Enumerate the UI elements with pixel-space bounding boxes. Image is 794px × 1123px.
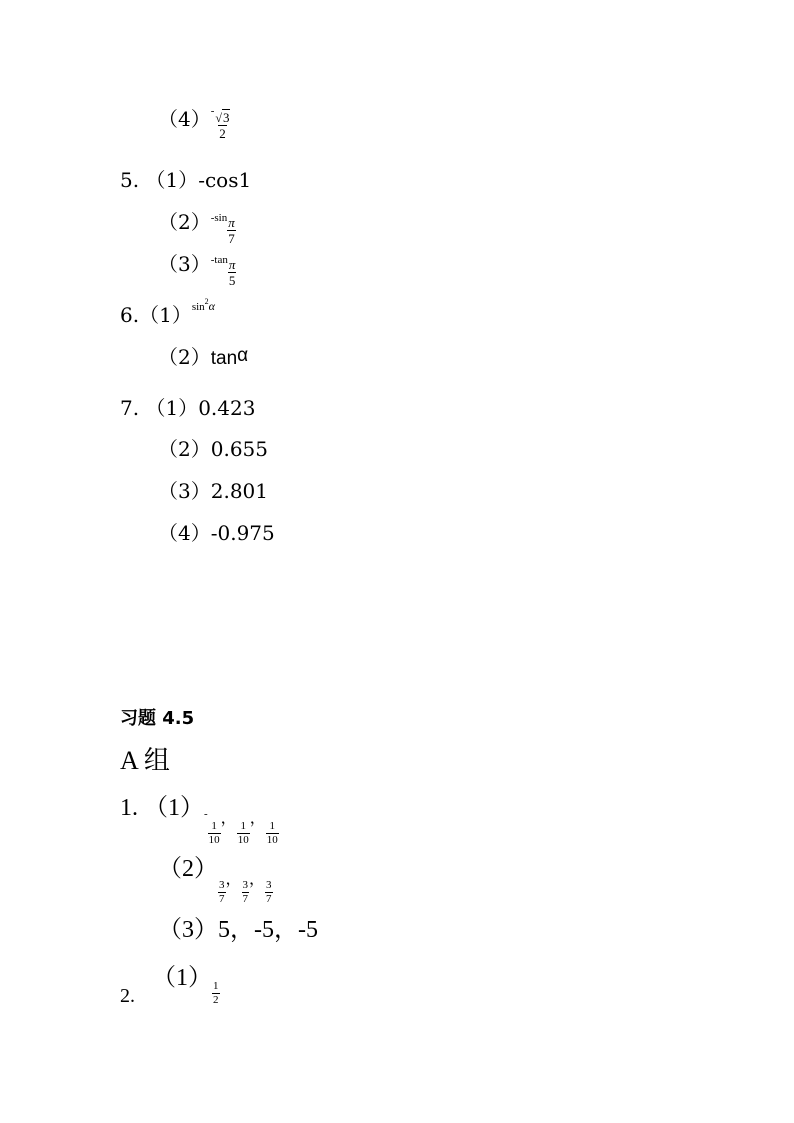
item-7-1: [120, 398, 255, 418]
part-label: （2）: [158, 856, 218, 882]
answer-value: 2.801: [210, 479, 268, 503]
part-label: （3）: [158, 479, 211, 503]
item-number: 1.: [120, 795, 138, 821]
item-7-4: [158, 523, 275, 543]
answer-value: -0.975: [210, 521, 275, 545]
q2-number: 2.: [120, 985, 135, 1007]
item-7-3: [158, 481, 268, 501]
item-4-4: [158, 106, 231, 140]
part-label: （2）: [158, 210, 211, 234]
item-number: 5.: [120, 168, 140, 192]
part-label: （3）: [158, 252, 211, 276]
fraction-3-7: $\frac{3}{7}$: [242, 879, 249, 905]
part-label: （1）: [152, 965, 212, 991]
section-title: 习题 4.5: [120, 708, 195, 729]
fraction-sqrt3-over-2: $\frac{√3}{2}$: [215, 110, 230, 141]
part-label: （3）: [158, 917, 218, 943]
part-label: （2）: [158, 437, 211, 461]
item-number: 6.: [120, 303, 140, 327]
answer-value: 0.423: [198, 396, 256, 420]
part-label: （1）: [145, 396, 199, 420]
fraction-1-10: $\frac{1}{10}$: [237, 820, 249, 846]
minus-sign: -: [204, 808, 208, 820]
item-5-3: [158, 254, 236, 287]
group-title: A 组: [120, 746, 170, 775]
q1-3: [158, 918, 318, 942]
part-label: （1）: [145, 168, 199, 192]
item-number: 7.: [120, 396, 140, 420]
q1-2: （2） $\frac{3}{7}$ $_,$ $\frac{3}{7}$ $_,$ $\frac{3}{7}$: [158, 856, 272, 905]
fraction-pi-over-5: $\frac{\pi}{5}$: [228, 257, 236, 288]
fraction-3-7: $\frac{3}{7}$: [266, 879, 272, 905]
part-label: （4）: [158, 521, 211, 545]
func-label: -sin: [210, 212, 228, 224]
answer-value: 0.655: [210, 437, 268, 461]
tan-alpha: tanα: [210, 345, 249, 369]
fraction-3-7: $\frac{3}{7}$: [219, 879, 225, 905]
q2-1: [152, 966, 220, 1006]
q1-1: 1. （1）- $\frac{1}{10}$ $_,$ $\frac{1}{10}$ $_,$ $\frac{1}{10}$: [120, 795, 278, 846]
fraction-1-10: $\frac{1}{10}$: [266, 820, 278, 846]
item-5-2: [158, 212, 236, 245]
answer-value: -cos1: [198, 168, 252, 192]
item-6-1: [120, 298, 215, 325]
func-label: -tan: [210, 254, 228, 266]
sin-squared-alpha: sin2α: [191, 297, 215, 313]
part-label: （1）: [139, 303, 192, 327]
item-7-2: [158, 439, 268, 459]
part-label: （2）: [158, 345, 211, 369]
fraction-1-10: $\frac{1}{10}$: [208, 820, 220, 846]
fraction-pi-over-7: $\frac{\pi}{7}$: [228, 215, 235, 246]
part-label: （4）: [158, 107, 211, 131]
item-6-2: [158, 346, 248, 368]
part-label: （1）: [144, 795, 204, 821]
answer-value: 5，-5，-5: [218, 917, 318, 943]
item-5-1: [120, 170, 251, 190]
fraction-1-2: $\frac{1}{2}$: [213, 980, 219, 1006]
minus-sign: -: [210, 105, 215, 117]
